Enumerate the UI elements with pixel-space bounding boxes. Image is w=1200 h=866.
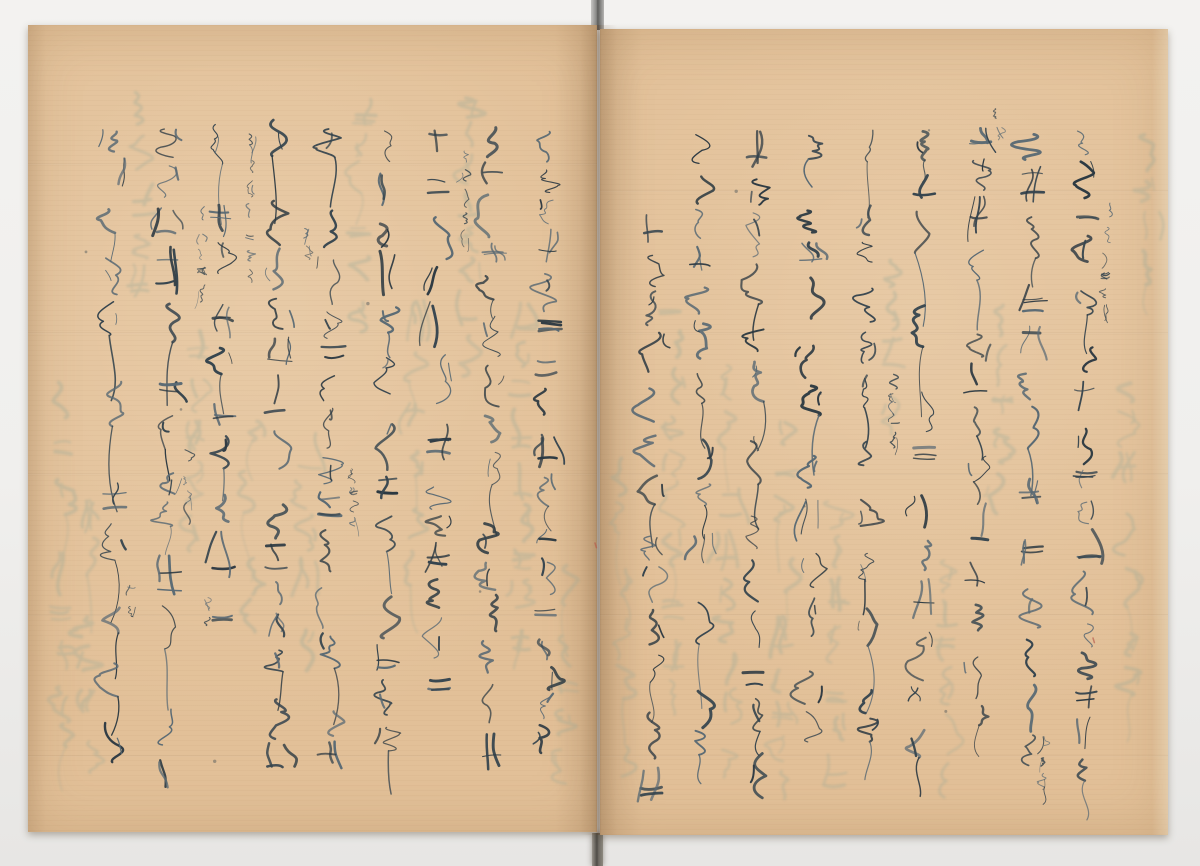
- paper-crease: [600, 332, 1168, 334]
- paper-crease: [28, 473, 597, 475]
- paper-crease: [600, 614, 1168, 616]
- scanned-page-right: [600, 29, 1168, 835]
- paper-crease: [28, 163, 597, 165]
- paper-crease: [28, 614, 597, 616]
- paper-crease: [600, 755, 1168, 757]
- paper-crease: [600, 473, 1168, 475]
- book-cradle-bar-bottom: [592, 833, 603, 866]
- paper-crease: [28, 332, 597, 334]
- paper-crease: [28, 755, 597, 757]
- paper-crease: [600, 190, 1168, 192]
- scanned-page-left: [28, 25, 597, 832]
